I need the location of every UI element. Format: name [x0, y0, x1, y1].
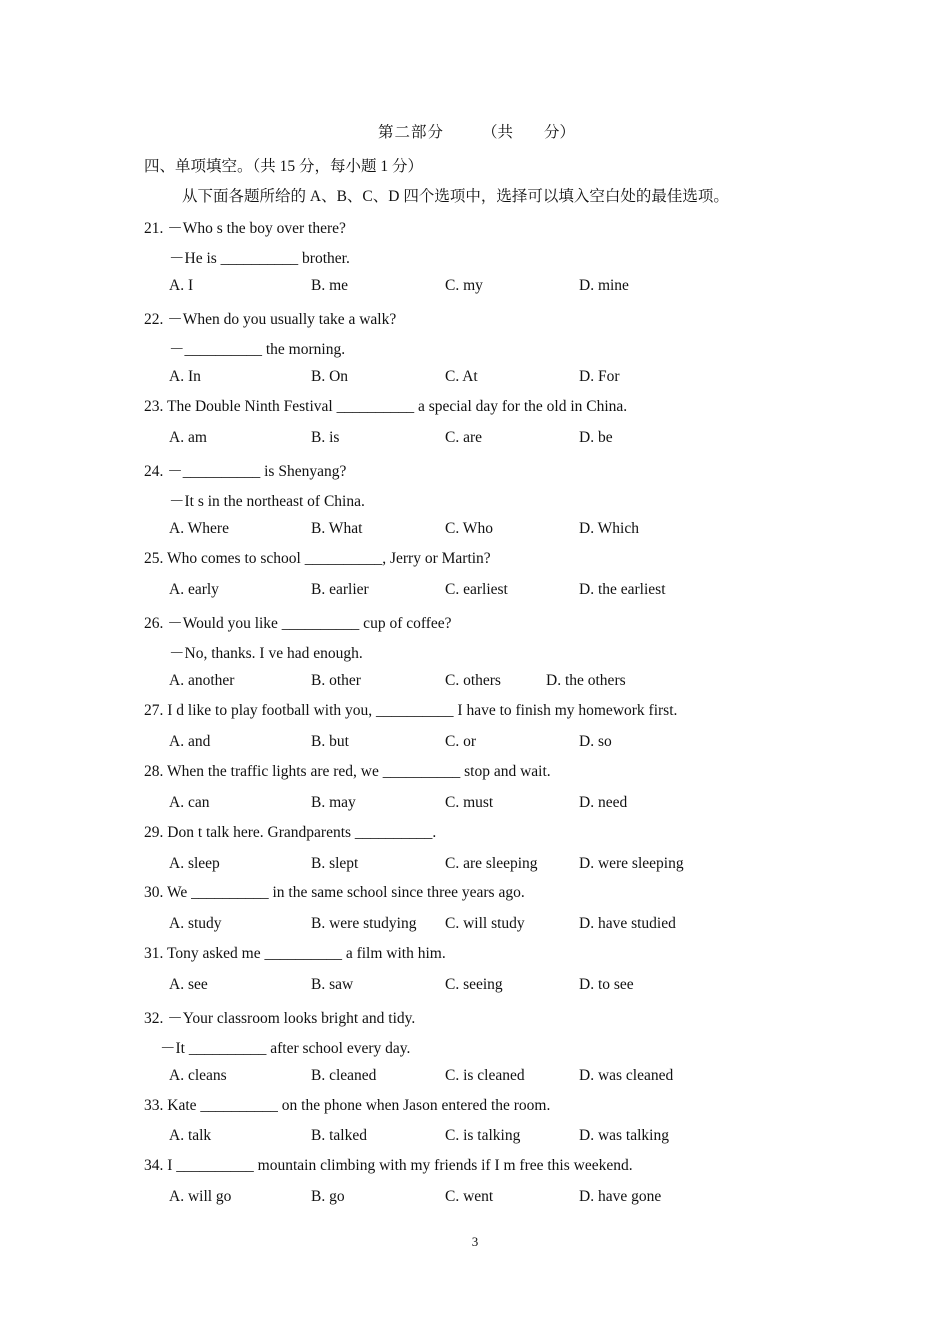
question-32-option-c[interactable]: C. is cleaned [445, 1067, 525, 1084]
question-24-option-b[interactable]: B. What [311, 520, 363, 537]
section-header [0, 120, 950, 142]
question-28-stem: 28. When the traffic lights are red, we __________ stop and wait. [144, 763, 551, 780]
question-22-option-a[interactable]: A. In [169, 368, 201, 385]
question-26-option-b[interactable]: B. other [311, 672, 361, 689]
question-25-option-d[interactable]: D. the earliest [579, 581, 666, 598]
question-32-option-d[interactable]: D. was cleaned [579, 1067, 674, 1084]
question-26-stem: 26. －Would you like __________ cup of coffee? [144, 615, 452, 632]
question-21-response: －He is __________ brother. [169, 250, 350, 267]
question-29-stem: 29. Don t talk here. Grandparents __________. [144, 824, 437, 841]
question-32-option-a[interactable]: A. cleans [169, 1067, 227, 1084]
question-28-option-b[interactable]: B. may [311, 794, 356, 811]
question-30-option-d[interactable]: D. have studied [579, 915, 676, 932]
question-23-option-d[interactable]: D. be [579, 429, 613, 446]
question-21-option-a[interactable]: A. I [169, 277, 194, 294]
question-33-option-d[interactable]: D. was talking [579, 1127, 669, 1144]
question-29-option-a[interactable]: A. sleep [169, 855, 220, 872]
instruction-text: 从下面各题所给的 A、B、C、D 四个选项中，选择可以填入空白处的最佳选项。 [182, 188, 729, 205]
question-32-option-b[interactable]: B. cleaned [311, 1067, 377, 1084]
question-28-option-c[interactable]: C. must [445, 794, 494, 811]
question-29-option-b[interactable]: B. slept [311, 855, 359, 872]
question-34-option-c[interactable]: C. went [445, 1188, 494, 1205]
question-21-option-b[interactable]: B. me [311, 277, 349, 294]
question-24-response: －It s in the northeast of China. [169, 493, 365, 510]
question-31-option-d[interactable]: D. to see [579, 976, 634, 993]
question-23-option-c[interactable]: C. are [445, 429, 483, 446]
question-25-option-b[interactable]: B. earlier [311, 581, 369, 598]
question-33-stem: 33. Kate __________ on the phone when Jason entered the room. [144, 1097, 551, 1114]
question-27-option-b[interactable]: B. but [311, 733, 349, 750]
question-34-option-d[interactable]: D. have gone [579, 1188, 662, 1205]
question-31-option-a[interactable]: A. see [169, 976, 208, 993]
question-22-response: －__________ the morning. [169, 341, 346, 358]
question-28-option-a[interactable]: A. can [169, 794, 210, 811]
question-24-stem: 24. －__________ is Shenyang? [144, 463, 347, 480]
section-title: 四、单项填空。（共 15 分，每小题 1 分） [144, 158, 424, 175]
section-score: （共 分） [482, 124, 576, 141]
question-29-option-c[interactable]: C. are sleeping [445, 855, 538, 872]
question-30-option-c[interactable]: C. will study [445, 915, 525, 932]
question-21-option-c[interactable]: C. my [445, 277, 483, 294]
question-27-stem: 27. I d like to play football with you, __________ I have to finish my homework first. [144, 702, 678, 719]
question-30-stem: 30. We __________ in the same school since three years ago. [144, 884, 525, 901]
question-25-option-c[interactable]: C. earliest [445, 581, 508, 598]
question-24-option-c[interactable]: C. Who [445, 520, 493, 537]
question-32-response: －It __________ after school every day. [160, 1040, 411, 1057]
question-31-option-b[interactable]: B. saw [311, 976, 354, 993]
question-22-option-d[interactable]: D. For [579, 368, 620, 385]
question-33-option-a[interactable]: A. talk [169, 1127, 212, 1144]
question-33-option-b[interactable]: B. talked [311, 1127, 367, 1144]
question-31-stem: 31. Tony asked me __________ a film with him. [144, 945, 446, 962]
question-26-option-d[interactable]: D. the others [546, 672, 626, 689]
question-21-stem: 21. －Who s the boy over there? [144, 220, 346, 237]
question-31-option-c[interactable]: C. seeing [445, 976, 503, 993]
question-24-option-d[interactable]: D. Which [579, 520, 639, 537]
question-26-option-a[interactable]: A. another [169, 672, 235, 689]
question-27-option-c[interactable]: C. or [445, 733, 476, 750]
question-33-option-c[interactable]: C. is talking [445, 1127, 521, 1144]
question-25-stem: 25. Who comes to school __________, Jerry or Martin? [144, 550, 491, 567]
question-27-option-a[interactable]: A. and [169, 733, 211, 750]
question-28-option-d[interactable]: D. need [579, 794, 628, 811]
question-30-option-b[interactable]: B. were studying [311, 915, 417, 932]
question-26-response: －No, thanks. I ve had enough. [169, 645, 363, 662]
question-34-stem: 34. I __________ mountain climbing with my friends if I m free this weekend. [144, 1157, 633, 1174]
question-22-option-b[interactable]: B. On [311, 368, 349, 385]
question-25-option-a[interactable]: A. early [169, 581, 219, 598]
question-24-option-a[interactable]: A. Where [169, 520, 229, 537]
section-label: 第二部分 [378, 124, 445, 141]
question-34-option-b[interactable]: B. go [311, 1188, 345, 1205]
question-22-option-c[interactable]: C. At [445, 368, 478, 385]
question-22-stem: 22. －When do you usually take a walk? [144, 311, 397, 328]
question-21-option-d[interactable]: D. mine [579, 277, 629, 294]
question-27-option-d[interactable]: D. so [579, 733, 612, 750]
question-26-option-c[interactable]: C. others [445, 672, 501, 689]
question-23-option-a[interactable]: A. am [169, 429, 207, 446]
page-number: 3 [471, 1234, 479, 1249]
question-30-option-a[interactable]: A. study [169, 915, 222, 932]
question-29-option-d[interactable]: D. were sleeping [579, 855, 684, 872]
question-32-stem: 32. －Your classroom looks bright and tidy. [144, 1010, 416, 1027]
question-23-option-b[interactable]: B. is [311, 429, 340, 446]
question-34-option-a[interactable]: A. will go [169, 1188, 232, 1205]
question-23-stem: 23. The Double Ninth Festival __________ a special day for the old in China. [144, 398, 628, 415]
